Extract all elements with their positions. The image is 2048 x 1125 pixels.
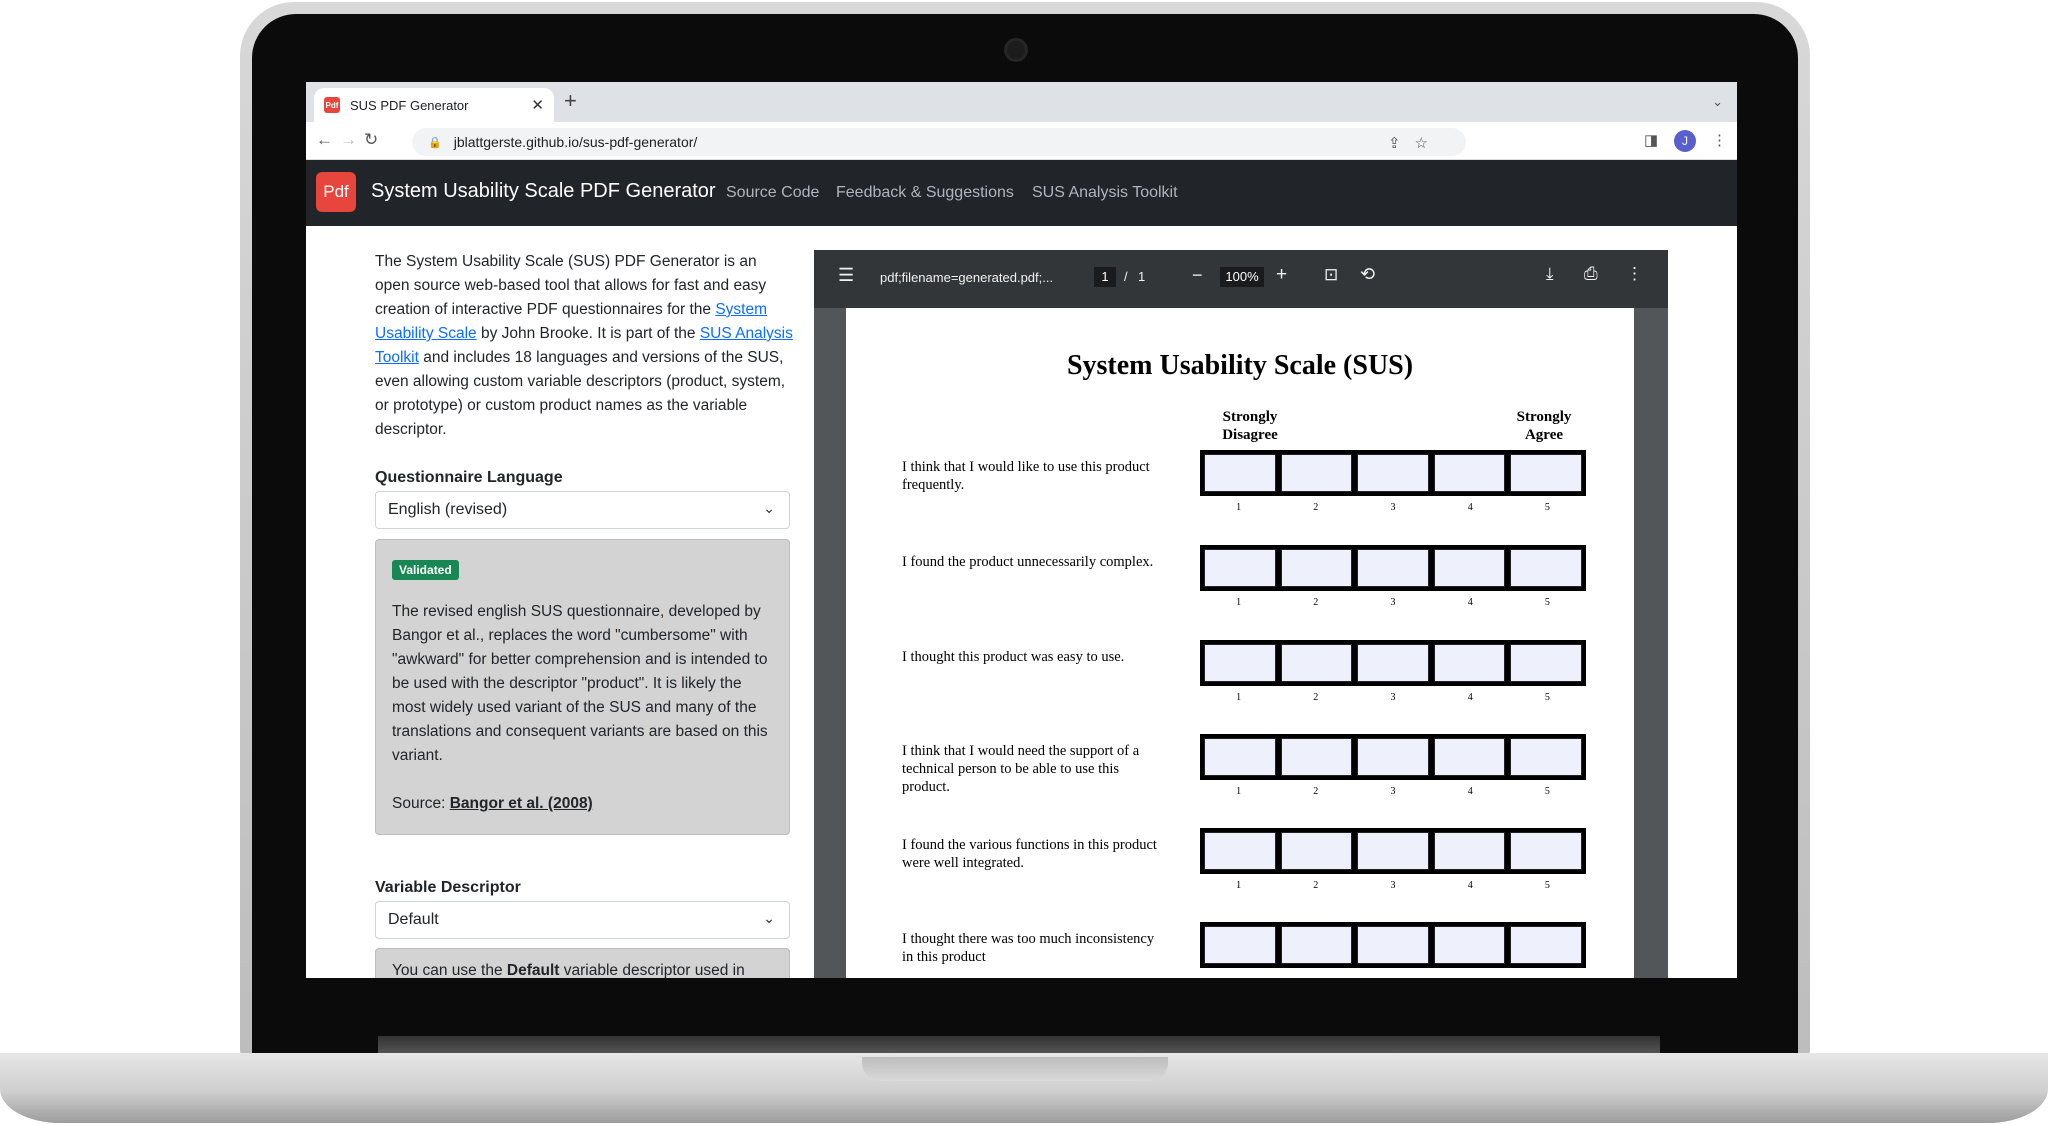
zoom-out-icon[interactable]: − — [1192, 265, 1203, 285]
share-icon[interactable]: ⇪ — [1387, 135, 1415, 152]
question-text: I thought there was too much inconsistency in this product — [902, 931, 1155, 965]
scale-numbers — [1200, 786, 1586, 797]
pdf-title: System Usability Scale (SUS) — [1066, 350, 1414, 381]
scale-number: 4 — [1467, 880, 1473, 891]
intro-text-3: and includes 18 languages and versions of the SUS, even allowing custom variable descriptors (product, system, or prototype) or custom product names as the variable descriptor. — [375, 349, 786, 438]
nav-sus-analysis-toolkit[interactable]: SUS Analysis Toolkit — [1032, 184, 1178, 201]
scale-number: 3 — [1390, 692, 1396, 703]
likert-option-5[interactable] — [1510, 926, 1582, 964]
site-title[interactable]: System Usability Scale PDF Generator — [371, 180, 716, 202]
pdf-viewer[interactable] — [814, 250, 1668, 978]
likert-option-1[interactable] — [1204, 738, 1276, 776]
source-label: Source: — [392, 795, 450, 812]
link-sus-analysis-toolkit[interactable]: SUS Analysis Toolkit — [375, 325, 793, 366]
question-text: I think that I would like to use this product frequently. — [902, 459, 1150, 493]
descriptor-info-box — [375, 948, 790, 978]
scale-number: 5 — [1544, 597, 1550, 608]
likert-option-2[interactable] — [1281, 644, 1353, 682]
intro-paragraph — [375, 250, 795, 442]
scale-number: 4 — [1467, 597, 1473, 608]
scale-number: 2 — [1313, 597, 1319, 608]
scale-number: 1 — [1236, 597, 1242, 608]
webcam — [1004, 38, 1028, 62]
language-description: The revised english SUS questionnaire, developed by Bangor et al., replaces the word "cumbersome" with "awkward" for better comprehension and is intended to be used with the descriptor "product". It is likely the most widely used variant of the SUS and many of the translations and consequent variants are based on this variant. — [392, 603, 768, 764]
scale-number: 3 — [1390, 880, 1396, 891]
question-text: I found the product unnecessarily complex. — [902, 554, 1154, 570]
descriptor-info-end: variable descriptor used in — [559, 962, 745, 978]
likert-option-4[interactable] — [1434, 738, 1506, 776]
likert-option-1[interactable] — [1204, 644, 1276, 682]
lock-icon: 🔒 — [428, 136, 442, 149]
likert-scale — [1200, 450, 1586, 496]
likert-option-2[interactable] — [1281, 454, 1353, 492]
chevron-down-icon: ⌄ — [763, 500, 775, 516]
strongly-agree-label: Strongly Agree — [1516, 409, 1572, 443]
question-row — [846, 836, 1634, 926]
likert-scale — [1200, 640, 1586, 686]
pdf-logo-icon[interactable]: Pdf — [316, 172, 356, 212]
hamburger-menu-icon[interactable]: ☰ — [838, 265, 855, 285]
likert-scale — [1200, 545, 1586, 591]
scale-number: 1 — [1236, 692, 1242, 703]
likert-option-3[interactable] — [1357, 644, 1429, 682]
likert-option-5[interactable] — [1510, 454, 1582, 492]
share-bookmark-icons[interactable] — [1388, 134, 1442, 152]
likert-option-2[interactable] — [1281, 926, 1353, 964]
print-icon[interactable]: ⎙ — [1584, 264, 1598, 283]
descriptor-info-text: You can use the — [392, 962, 507, 978]
link-system-usability-scale[interactable]: System Usability Scale — [375, 301, 767, 342]
pdf-toolbar — [814, 250, 1668, 308]
new-tab-button[interactable]: + — [564, 88, 577, 113]
fit-page-icon[interactable]: ⊡ — [1324, 265, 1339, 284]
scale-number: 1 — [1236, 786, 1242, 797]
question-text: I thought this product was easy to use. — [902, 649, 1125, 665]
likert-option-1[interactable] — [1204, 926, 1276, 964]
laptop-notch — [862, 1057, 1168, 1081]
likert-option-4[interactable] — [1434, 549, 1506, 587]
likert-option-1[interactable] — [1204, 454, 1276, 492]
scale-numbers — [1200, 597, 1586, 608]
scale-numbers — [1200, 692, 1586, 703]
likert-option-5[interactable] — [1510, 549, 1582, 587]
likert-scale — [1200, 828, 1586, 874]
question-row — [846, 648, 1634, 738]
language-label: Questionnaire Language — [375, 469, 563, 486]
scale-number: 5 — [1544, 692, 1550, 703]
chevron-down-icon: ⌄ — [763, 910, 775, 926]
language-info-box — [375, 539, 790, 835]
star-icon[interactable]: ☆ — [1414, 135, 1442, 152]
likert-option-4[interactable] — [1434, 832, 1506, 870]
tab-title: SUS PDF Generator — [350, 97, 469, 113]
likert-option-3[interactable] — [1357, 454, 1429, 492]
language-selected: English (revised) — [388, 501, 508, 518]
pdf-filename: pdf;filename=generated.pdf;... — [880, 270, 1054, 285]
likert-option-3[interactable] — [1357, 832, 1429, 870]
language-source — [392, 792, 773, 816]
zoom-level[interactable]: 100% — [1220, 267, 1264, 287]
scale-number: 4 — [1467, 502, 1473, 513]
descriptor-select[interactable] — [375, 901, 790, 939]
question-row — [846, 458, 1634, 548]
scale-number: 3 — [1390, 597, 1396, 608]
language-select[interactable] — [375, 491, 790, 529]
likert-option-1[interactable] — [1204, 832, 1276, 870]
laptop-hinge — [378, 1036, 1660, 1054]
chevron-down-icon[interactable]: ⌄ — [1712, 94, 1723, 109]
intro-text-2: by John Brooke. It is part of the — [476, 325, 700, 342]
likert-option-2[interactable] — [1281, 738, 1353, 776]
page-separator: / — [1124, 269, 1128, 284]
scale-number: 4 — [1467, 786, 1473, 797]
likert-option-2[interactable] — [1281, 832, 1353, 870]
scale-numbers — [1200, 880, 1586, 891]
question-row — [846, 553, 1634, 643]
likert-option-4[interactable] — [1434, 454, 1506, 492]
question-row — [846, 930, 1634, 978]
browser-window — [306, 82, 1737, 978]
scale-number: 5 — [1544, 786, 1550, 797]
likert-option-2[interactable] — [1281, 549, 1353, 587]
likert-option-3[interactable] — [1357, 549, 1429, 587]
scale-numbers — [1200, 502, 1586, 513]
likert-option-5[interactable] — [1510, 738, 1582, 776]
kebab-menu-icon[interactable]: ⋮ — [1712, 132, 1727, 149]
scale-number: 5 — [1544, 502, 1550, 513]
intro-text-1: The System Usability Scale (SUS) PDF Generator is an open source web-based tool that allows for fast and easy creation of interactive PDF questionnaires for the — [375, 253, 767, 318]
page-total: 1 — [1138, 269, 1146, 284]
more-options-icon[interactable]: ⋮ — [1626, 264, 1643, 283]
descriptor-selected: Default — [388, 911, 439, 928]
browser-tab[interactable] — [314, 88, 554, 122]
likert-option-5[interactable] — [1510, 832, 1582, 870]
scale-number: 1 — [1236, 502, 1242, 513]
profile-avatar[interactable]: J — [1674, 130, 1696, 152]
scale-number: 3 — [1390, 786, 1396, 797]
scale-number: 3 — [1390, 502, 1396, 513]
pdf-favicon-icon: Pdf — [324, 97, 340, 113]
likert-option-3[interactable] — [1357, 926, 1429, 964]
rotate-icon[interactable]: ⟲ — [1360, 264, 1376, 284]
question-text: I found the various functions in this product were well integrated. — [902, 837, 1157, 871]
scale-number: 2 — [1313, 880, 1319, 891]
source-link[interactable]: Bangor et al. (2008) — [449, 795, 593, 812]
pdf-page — [846, 308, 1634, 978]
likert-scale — [1200, 734, 1586, 780]
likert-option-3[interactable] — [1357, 738, 1429, 776]
close-icon[interactable]: ✕ — [531, 97, 544, 114]
page-number-input[interactable]: 1 — [1094, 267, 1116, 287]
scale-number: 5 — [1544, 880, 1550, 891]
question-text: I think that I would need the support of a technical person to be able to use this product. — [902, 743, 1140, 795]
side-panel-icon[interactable]: ◨ — [1644, 132, 1659, 149]
nav-source-code[interactable]: Source Code — [726, 184, 820, 201]
strongly-disagree-label: Strongly Disagree — [1222, 409, 1278, 443]
descriptor-label: Variable Descriptor — [375, 879, 521, 896]
zoom-in-icon[interactable]: + — [1276, 264, 1288, 285]
likert-option-4[interactable] — [1434, 926, 1506, 964]
forward-arrow-icon[interactable]: → — [340, 130, 357, 149]
reload-icon[interactable]: ↻ — [364, 130, 379, 149]
tab-strip — [306, 82, 1737, 122]
question-row — [846, 742, 1634, 832]
site-navbar — [306, 160, 1737, 226]
scale-number: 4 — [1467, 692, 1473, 703]
scale-number: 2 — [1313, 786, 1319, 797]
url-text: jblattgerste.github.io/sus-pdf-generator/ — [453, 134, 698, 150]
scale-number: 2 — [1313, 692, 1319, 703]
scale-number: 2 — [1313, 502, 1319, 513]
likert-scale — [1200, 922, 1586, 968]
likert-option-5[interactable] — [1510, 644, 1582, 682]
validated-badge: Validated — [392, 560, 459, 580]
likert-option-1[interactable] — [1204, 549, 1276, 587]
scale-number: 1 — [1236, 880, 1242, 891]
download-icon[interactable]: ⤓ — [1546, 264, 1554, 283]
likert-option-4[interactable] — [1434, 644, 1506, 682]
back-arrow-icon[interactable]: ← — [316, 130, 333, 149]
nav-feedback[interactable]: Feedback & Suggestions — [836, 184, 1014, 201]
toolbar — [306, 122, 1737, 160]
address-bar[interactable] — [412, 128, 1466, 156]
descriptor-info-bold: Default — [506, 962, 560, 978]
